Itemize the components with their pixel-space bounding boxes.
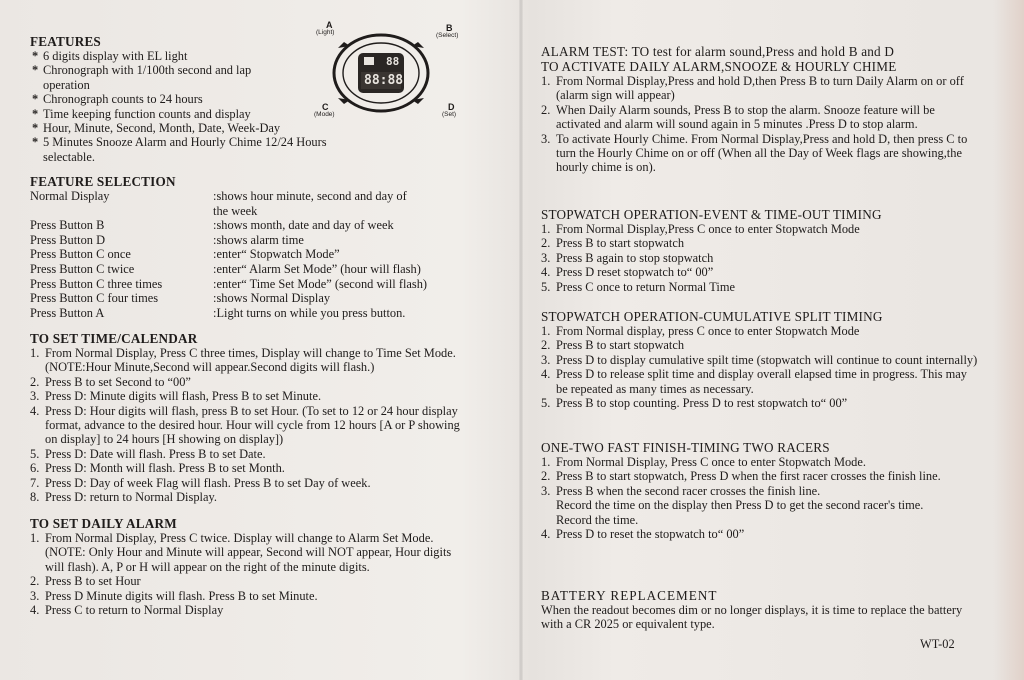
list-item: 5. Press D: Date will flash. Press B to set Date.: [30, 446, 266, 461]
table-cell-value: :shows Normal Display: [213, 291, 331, 306]
list-item: 1. From Normal Display, Press C once to enter Stopwatch Mode.: [541, 455, 866, 469]
list-item: 3. Press B again to stop stopwatch: [541, 250, 714, 265]
table-cell-value: :Light turns on while you press button.: [213, 305, 406, 320]
set-time-list: [30, 346, 470, 504]
features-heading: FEATURES: [30, 34, 101, 49]
list-item: 2. Press B to start stopwatch, Press D when the first racer crosses the finish line.: [541, 469, 941, 484]
button-d-caption: (Set): [442, 111, 457, 118]
table-cell-value: :enter“ Time Set Mode” (second will flash): [213, 276, 428, 291]
table-cell-key: Press Button C four times: [30, 291, 159, 306]
paper-fold: [519, 0, 523, 680]
list-item: 3. Press B when the second racer crosses the finish line. Record the time on the display then Press D to get the second racer's time. Record the time.: [541, 484, 981, 527]
watch-small-digits: 88: [386, 55, 400, 68]
button-c-label: C: [322, 102, 329, 112]
list-item: 1. From Normal Display,Press C once to enter Stopwatch Mode: [541, 222, 860, 236]
daily-alarm-section: [30, 516, 470, 617]
two-racers-list: [541, 455, 981, 541]
button-c-caption: (Mode): [314, 111, 335, 118]
button-b-caption: (Select): [436, 32, 459, 39]
list-item: 1. From Normal display, press C once to enter Stopwatch Mode: [541, 324, 860, 338]
list-item: 4. Press D to reset the stopwatch to“ 00”: [541, 527, 745, 542]
two-racers-section: [541, 440, 981, 541]
list-item: 1. From Normal Display,Press and hold D,then Press B to turn Daily Alarm on or off (alarm sign will appear): [541, 74, 964, 103]
table-cell-value: :enter“ Stopwatch Mode”: [213, 247, 340, 262]
list-item: 2. When Daily Alarm sounds, Press B to stop the alarm. Snooze feature will be activated and alarm will sound again in 5 minutes .Press D to stop alarm.: [541, 102, 935, 132]
list-item: 1. From Normal Display, Press C three times, Display will change to Time Set Mode.(NOTE:Hour Minute,Second will appear.Second digits will flash.): [30, 346, 456, 375]
list-item: * 6 digits display with EL light: [30, 49, 300, 63]
list-item: 4. Press D reset stopwatch to“ 00”: [541, 265, 714, 280]
button-a-label: A: [326, 20, 333, 30]
list-item: 8. Press D: return to Normal Display.: [30, 490, 217, 505]
list-item: 4. Press D: Hour digits will flash, press B to set Hour. (To set to 12 or 24 hour display format, advance to the desired hour. Hour will cycle from 12 hours [A or P showing on display] to 24 hours [H showing on display]): [30, 403, 460, 447]
table-cell-key: Press Button C twice: [30, 261, 135, 276]
list-item: 2. Press B to set Hour: [30, 574, 141, 589]
stopwatch-event-heading: STOPWATCH OPERATION-EVENT & TIME-OUT TIMING: [541, 207, 882, 222]
list-item: 2. Press B to set Second to “00”: [30, 374, 191, 389]
alarm-test-section: [541, 44, 981, 175]
alarm-test-heading: ALARM TEST: TO test for alarm sound,Press and hold B and D: [541, 44, 895, 59]
table-cell-value: :enter“ Alarm Set Mode” (hour will flash): [213, 261, 421, 276]
stopwatch-event-list: [541, 222, 981, 294]
stopwatch-event-section: [541, 207, 981, 294]
stopwatch-split-heading: STOPWATCH OPERATION-CUMULATIVE SPLIT TIMING: [541, 309, 883, 324]
daily-alarm-heading: TO SET DAILY ALARM: [30, 516, 177, 531]
stopwatch-split-section: [541, 309, 981, 410]
daily-alarm-list: [30, 531, 470, 617]
list-item: 1. From Normal Display, Press C twice. Display will change to Alarm Set Mode. (NOTE: Only Hour and Minute will appear, Second will NOT appear, Hour digits will flash). A, P or H will appear on the right of the minute digits.: [30, 531, 452, 574]
list-item: 5. Press C once to return Normal Time: [541, 279, 735, 294]
table-cell-key: Normal Display: [30, 189, 110, 203]
table-cell-key: Press Button B: [30, 218, 105, 233]
list-item: 2. Press B to start stopwatch: [541, 236, 685, 251]
list-item: 3. To activate Hourly Chime. From Normal Display,Press and hold D, then press C to turn the Hourly Chime on or off (When all the Day of Week flags are showing,the hourly chime is on).: [541, 131, 968, 175]
feature-selection-table: [30, 189, 470, 320]
table-cell-key: Press Button A: [30, 305, 105, 320]
list-item: * Time keeping function counts and display: [30, 107, 300, 121]
table-cell-key: Press Button D: [30, 232, 106, 247]
two-racers-heading: ONE-TWO FAST FINISH-TIMING TWO RACERS: [541, 440, 830, 455]
battery-section: [541, 588, 981, 632]
feature-selection-section: [30, 174, 470, 320]
watch-illustration: [298, 18, 473, 126]
racer-note: Record the time on the display then Press D to get the second racer's time.: [556, 498, 924, 513]
list-item: * Hour, Minute, Second, Month, Date, Week-Day: [30, 121, 343, 135]
set-time-section: [30, 331, 470, 504]
list-item: * 5 Minutes Snooze Alarm and Hourly Chime 12/24 Hours selectable.: [30, 135, 373, 164]
table-cell-key: Press Button C once: [30, 247, 131, 262]
list-item: 4. Press C to return to Normal Display: [30, 603, 224, 618]
list-item: 2. Press B to start stopwatch: [541, 338, 685, 353]
list-item: 3. Press D to display cumulative spilt time (stopwatch will continue to count internally): [541, 352, 978, 367]
table-cell-value: :shows month, date and day of week: [213, 218, 394, 233]
table-cell-value: :shows hour minute, second and day of the week: [213, 189, 407, 218]
button-b-label: B: [446, 23, 453, 33]
watch-main-digits: 88:88: [364, 73, 404, 88]
paper-edge: [994, 0, 1024, 680]
button-d-label: D: [448, 102, 455, 112]
button-a-caption: (Light): [316, 29, 335, 36]
battery-text: When the readout becomes dim or no longer displays, it is time to replace the battery with a CR 2025 or equivalent type.: [541, 603, 963, 632]
model-code: WT-02: [920, 637, 955, 651]
alarm-test-list: [541, 74, 981, 175]
list-item: 4. Press D to release split time and display overall elapsed time in progress. This may be repeated as many times as necessary.: [541, 367, 967, 396]
list-item: 3. Press D: Minute digits will flash, Press B to set Minute.: [30, 389, 322, 404]
list-item: * Chronograph with 1/100th second and lap operation: [30, 63, 300, 92]
table-cell-value: :shows alarm time: [213, 232, 304, 247]
stopwatch-split-list: [541, 324, 981, 410]
battery-heading: BATTERY REPLACEMENT: [541, 588, 718, 603]
table-cell-key: Press Button C three times: [30, 276, 163, 291]
racer-note: Record the time.: [556, 512, 639, 527]
list-item: 3. Press D Minute digits will flash. Press B to set Minute.: [30, 588, 318, 603]
list-item: * Chronograph counts to 24 hours: [30, 92, 300, 106]
set-time-heading: TO SET TIME/CALENDAR: [30, 331, 198, 346]
list-item: 6. Press D: Month will flash. Press B to set Month.: [30, 461, 285, 476]
list-item: 5. Press B to stop counting. Press D to rest stopwatch to“ 00”: [541, 396, 848, 411]
list-item: 7. Press D: Day of week Flag will flash. Press B to set Day of week.: [30, 475, 371, 490]
activate-alarm-heading: TO ACTIVATE DAILY ALARM,SNOOZE & HOURLY CHIME: [541, 59, 897, 74]
feature-selection-heading: FEATURE SELECTION: [30, 174, 176, 189]
